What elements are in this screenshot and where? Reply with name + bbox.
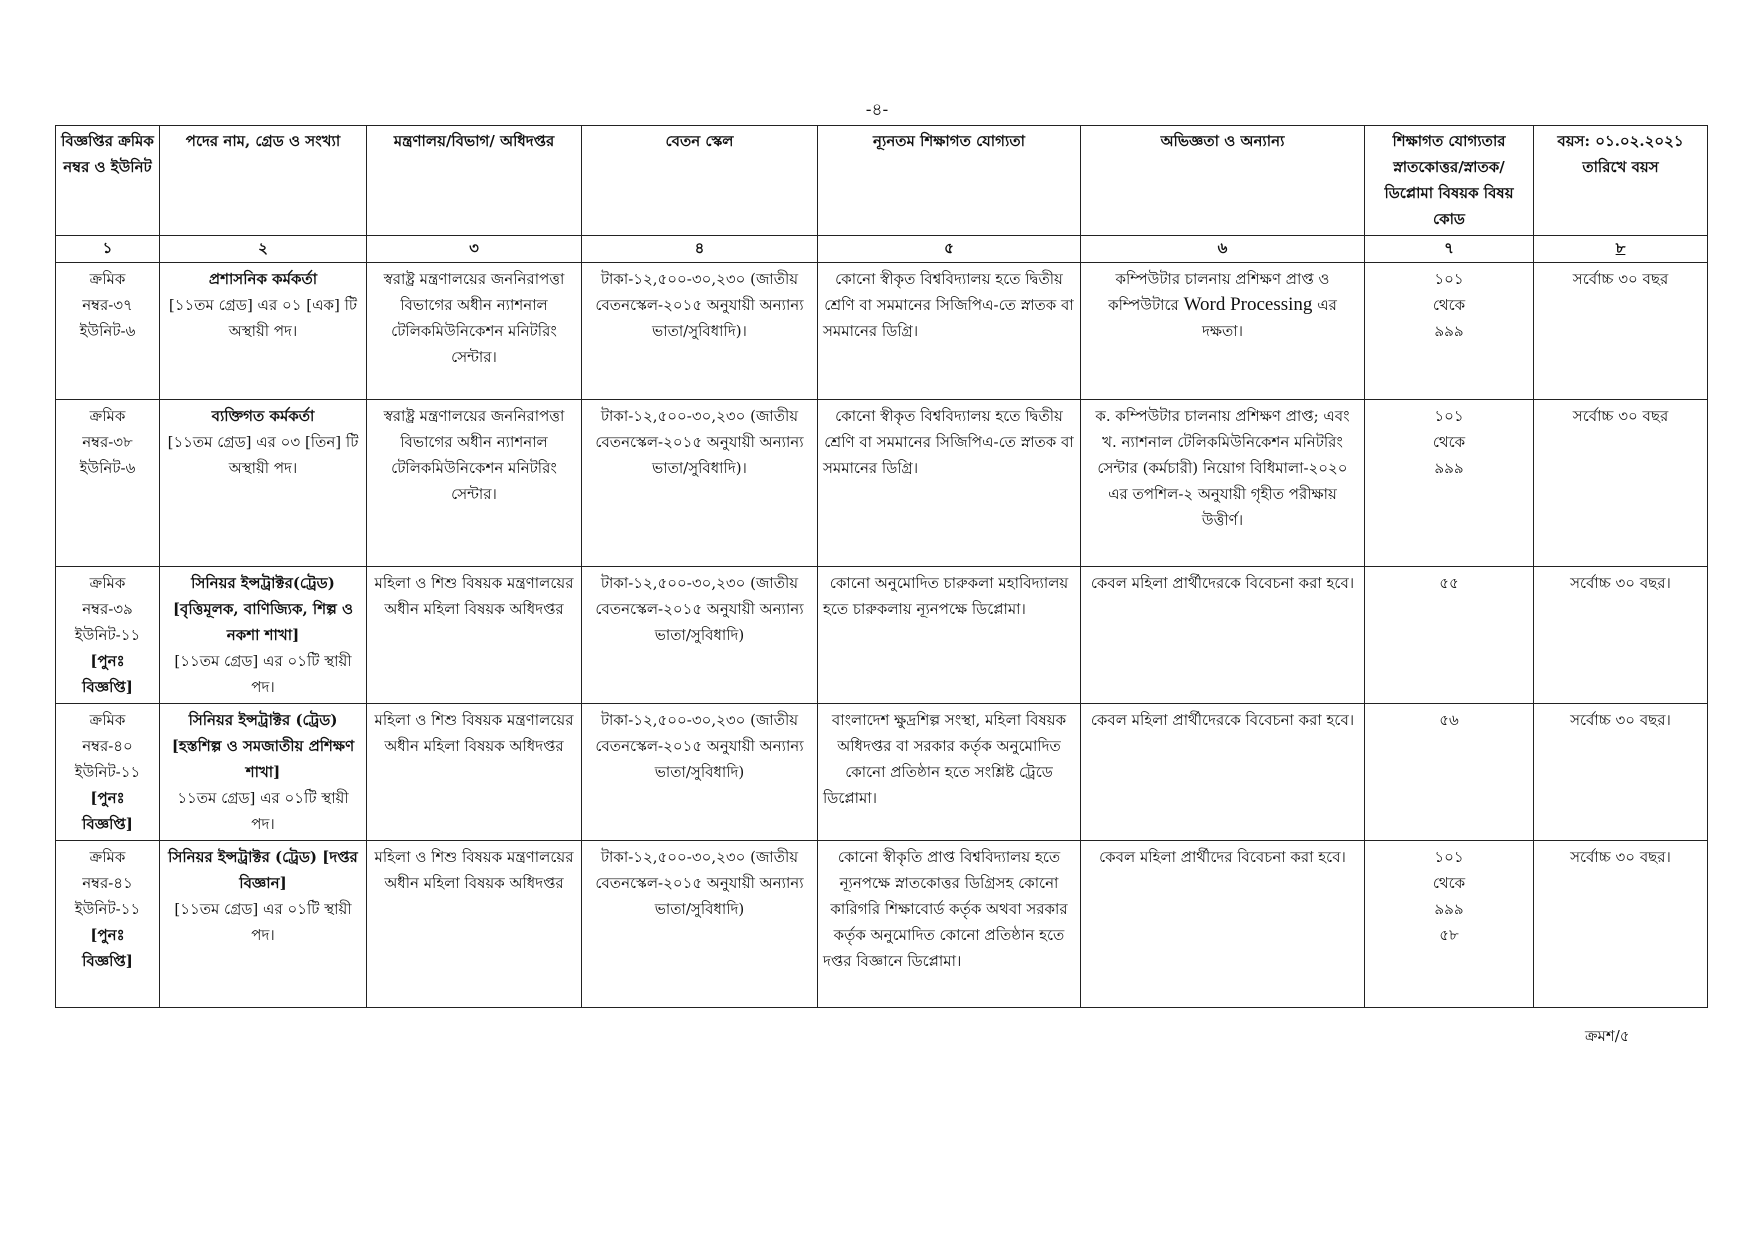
serial-line: ইউনিট-১১ [74,763,141,781]
experience-cell: ক. কম্পিউটার চালনায় প্রশিক্ষণ প্রাপ্ত; এবং খ. ন্যাশনাল টেলিকমিউনিকেশন মনিটরিং সেন্টার (কর্মচারী) নিয়োগ বিধিমালা-২০২০ এর তপশিল-২ অনুযায়ী গৃহীত পরীক্ষায় উত্তীর্ণ। [1081,400,1365,567]
serial-cell [56,704,160,841]
serial-line: ক্রমিক [89,407,126,425]
subject-code-line: ১০১ [1434,270,1464,288]
ministry-cell: মহিলা ও শিশু বিষয়ক মন্ত্রণালয়ের অধীন মহিলা বিষয়ক অধিদপ্তর [367,567,582,704]
subject-code-cell [1365,400,1534,567]
serial-line: ক্রমিক [89,848,126,866]
column-number: ৪ [582,236,818,263]
post-cell [160,567,367,704]
subject-code-cell [1365,841,1534,1008]
header-ministry: মন্ত্রণালয়/বিভাগ/ অধিদপ্তর [367,126,582,236]
post-title: সিনিয়র ইন্সট্রাক্টর (ট্রেড) [দপ্তর বিজ্ঞান] [168,848,358,892]
serial-line: ক্রমিক [89,574,126,592]
subject-code-cell [1365,704,1534,841]
age-cell: সর্বোচ্চ ৩০ বছর। [1534,567,1708,704]
column-number-row [56,236,1708,263]
header-serial: বিজ্ঞপ্তির ক্রমিক নম্বর ও ইউনিট [56,126,160,236]
subject-code-line: থেকে [1432,874,1466,892]
post-cell [160,704,367,841]
post-cell [160,841,367,1008]
serial-line: ইউনিট-১১ [74,900,141,918]
subject-code-cell [1365,567,1534,704]
post-detail: [১১তম গ্রেড] এর ০১ [এক] টি অস্থায়ী পদ। [168,296,358,340]
pay-scale-cell: টাকা-১২,৫০০-৩০,২৩০ (জাতীয় বেতনস্কেল-২০১৫ অনুযায়ী অন্যান্য ভাতা/সুবিধাদি) [582,567,818,704]
serial-line: নম্বর-৩৮ [82,433,133,451]
ministry-cell: মহিলা ও শিশু বিষয়ক মন্ত্রণালয়ের অধীন মহিলা বিষয়ক অধিদপ্তর [367,704,582,841]
serial-line: নম্বর-৩৭ [82,296,133,314]
education-cell: বাংলাদেশ ক্ষুদ্রশিল্প সংস্থা, মহিলা বিষয়ক অধিদপ্তর বা সরকার কর্তৃক অনুমোদিত কোনো প্রতিষ্ঠান হতে সংশ্লিষ্ট ট্রেডে ডিপ্লোমা। [818,704,1081,841]
post-title: প্রশাসনিক কর্মকর্তা [208,270,318,288]
experience-cell [1081,263,1365,400]
table-row [56,704,1708,841]
pay-scale-cell: টাকা-১২,৫০০-৩০,২৩০ (জাতীয় বেতনস্কেল-২০১৫ অনুযায়ী অন্যান্য ভাতা/সুবিধাদি)। [582,400,818,567]
page-number: -৪- [865,100,889,120]
experience-cell: কেবল মহিলা প্রার্থীদেরকে বিবেচনা করা হবে। [1081,567,1365,704]
experience-text: কম্পিউটার চালনায় প্রশিক্ষণ প্রাপ্ত ও কম্পিউটারে [1108,270,1330,314]
serial-line: ক্রমিক [89,711,126,729]
continuation-note: ক্রমশ/৫ [1585,1027,1630,1045]
subject-code-line: ১০১ [1434,407,1464,425]
serial-line: বিজ্ঞপ্তি] [82,678,133,696]
column-number: ৩ [367,236,582,263]
serial-cell [56,567,160,704]
serial-line: বিজ্ঞপ্তি] [82,952,133,970]
serial-line: ক্রমিক [89,270,126,288]
experience-latin-text: Word Processing [1183,294,1313,315]
subject-code-line: থেকে [1432,433,1466,451]
education-cell: কোনো স্বীকৃত বিশ্ববিদ্যালয় হতে দ্বিতীয় শ্রেণি বা সমমানের সিজিপিএ-তে স্নাতক বা সমমানের ডিগ্রি। [818,400,1081,567]
ministry-cell: মহিলা ও শিশু বিষয়ক মন্ত্রণালয়ের অধীন মহিলা বিষয়ক অধিদপ্তর [367,841,582,1008]
age-cell: সর্বোচ্চ ৩০ বছর [1534,400,1708,567]
column-number: ২ [160,236,367,263]
serial-line: [পুনঃ [90,652,125,670]
pay-scale-cell: টাকা-১২,৫০০-৩০,২৩০ (জাতীয় বেতনস্কেল-২০১৫ অনুযায়ী অন্যান্য ভাতা/সুবিধাদি) [582,704,818,841]
serial-line: বিজ্ঞপ্তি] [82,815,133,833]
serial-line: নম্বর-৪০ [82,737,133,755]
column-number: ৬ [1081,236,1365,263]
header-post: পদের নাম, গ্রেড ও সংখ্যা [160,126,367,236]
serial-line: ইউনিট-৬ [79,459,136,477]
serial-line: নম্বর-৪১ [82,874,133,892]
table-row [56,400,1708,567]
subject-code-line: ৫৮ [1439,926,1459,944]
experience-text: এর দক্ষতা। [1201,296,1337,340]
serial-line: [পুনঃ [90,789,125,807]
table-row [56,841,1708,1008]
serial-line: নম্বর-৩৯ [82,600,133,618]
serial-line: ইউনিট-৬ [79,322,136,340]
subject-code-line: ৯৯৯ [1434,900,1464,918]
post-cell [160,400,367,567]
column-number: ৭ [1365,236,1534,263]
header-education: ন্যূনতম শিক্ষাগত যোগ্যতা [818,126,1081,236]
column-number: ১ [56,236,160,263]
ministry-cell: স্বরাষ্ট্র মন্ত্রণালয়ের জননিরাপত্তা বিভাগের অধীন ন্যাশনাল টেলিকমিউনিকেশন মনিটরিং সেন্টার। [367,400,582,567]
post-detail: [১১তম গ্রেড] এর ০১টি স্থায়ী পদ। [174,652,352,696]
subject-code-cell [1365,263,1534,400]
subject-code-line: ৯৯৯ [1434,459,1464,477]
table-row [56,567,1708,704]
subject-code-line: ৫৫ [1439,574,1459,592]
header-experience: অভিজ্ঞতা ও অন্যান্য [1081,126,1365,236]
table-row [56,263,1708,400]
education-cell: কোনো স্বীকৃত বিশ্ববিদ্যালয় হতে দ্বিতীয় শ্রেণি বা সমমানের সিজিপিএ-তে স্নাতক বা সমমানের ডিগ্রি। [818,263,1081,400]
serial-cell [56,400,160,567]
serial-line: ইউনিট-১১ [74,626,141,644]
education-cell: কোনো অনুমোদিত চারুকলা মহাবিদ্যালয় হতে চারুকলায় ন্যূনপক্ষে ডিপ্লোমা। [818,567,1081,704]
subject-code-line: ১০১ [1434,848,1464,866]
serial-cell [56,263,160,400]
post-cell [160,263,367,400]
header-age: বয়স: ০১.০২.২০২১ তারিখে বয়স [1534,126,1708,236]
age-cell: সর্বোচ্চ ৩০ বছর। [1534,704,1708,841]
pay-scale-cell: টাকা-১২,৫০০-৩০,২৩০ (জাতীয় বেতনস্কেল-২০১৫ অনুযায়ী অন্যান্য ভাতা/সুবিধাদি)। [582,263,818,400]
column-number: ৮ [1534,236,1708,263]
post-title: সিনিয়র ইন্সট্রাক্টর (ট্রেড) [হস্তশিল্প ও সমজাতীয় প্রশিক্ষণ শাখা] [171,711,355,781]
subject-code-line: ৫৬ [1439,711,1459,729]
ministry-cell: স্বরাষ্ট্র মন্ত্রণালয়ের জননিরাপত্তা বিভাগের অধীন ন্যাশনাল টেলিকমিউনিকেশন মনিটরিং সেন্টার। [367,263,582,400]
job-circular-table [55,125,1708,1008]
column-number: ৫ [818,236,1081,263]
experience-cell: কেবল মহিলা প্রার্থীদেরকে বিবেচনা করা হবে। [1081,704,1365,841]
education-cell: কোনো স্বীকৃতি প্রাপ্ত বিশ্ববিদ্যালয় হতে ন্যূনপক্ষে স্নাতকোত্তর ডিগ্রিসহ কোনো কারিগরি শিক্ষাবোর্ড কর্তৃক অথবা সরকার কর্তৃক অনুমোদিত কোনো প্রতিষ্ঠান হতে দপ্তর বিজ্ঞানে ডিপ্লোমা। [818,841,1081,1008]
header-subject-code: শিক্ষাগত যোগ্যতার স্নাতকোত্তর/স্নাতক/ ডিপ্লোমা বিষয়ক বিষয় কোড [1365,126,1534,236]
post-detail: [১১তম গ্রেড] এর ০১টি স্থায়ী পদ। [174,900,352,944]
age-cell: সর্বোচ্চ ৩০ বছর [1534,263,1708,400]
header-row [56,126,1708,236]
serial-line: [পুনঃ [90,926,125,944]
pay-scale-cell: টাকা-১২,৫০০-৩০,২৩০ (জাতীয় বেতনস্কেল-২০১৫ অনুযায়ী অন্যান্য ভাতা/সুবিধাদি) [582,841,818,1008]
post-detail: [১১তম গ্রেড] এর ০৩ [তিন] টি অস্থায়ী পদ। [167,433,359,477]
post-detail: ১১তম গ্রেড] এর ০১টি স্থায়ী পদ। [177,789,349,833]
post-title: সিনিয়র ইন্সট্রাক্টর(ট্রেড) [বৃত্তিমূলক, বাণিজ্যিক, শিল্প ও নকশা শাখা] [172,574,354,644]
subject-code-line: থেকে [1432,296,1466,314]
post-title: ব্যক্তিগত কর্মকর্তা [211,407,315,425]
experience-cell: কেবল মহিলা প্রার্থীদের বিবেচনা করা হবে। [1081,841,1365,1008]
age-cell: সর্বোচ্চ ৩০ বছর। [1534,841,1708,1008]
header-pay-scale: বেতন স্কেল [582,126,818,236]
subject-code-line: ৯৯৯ [1434,322,1464,340]
serial-cell [56,841,160,1008]
